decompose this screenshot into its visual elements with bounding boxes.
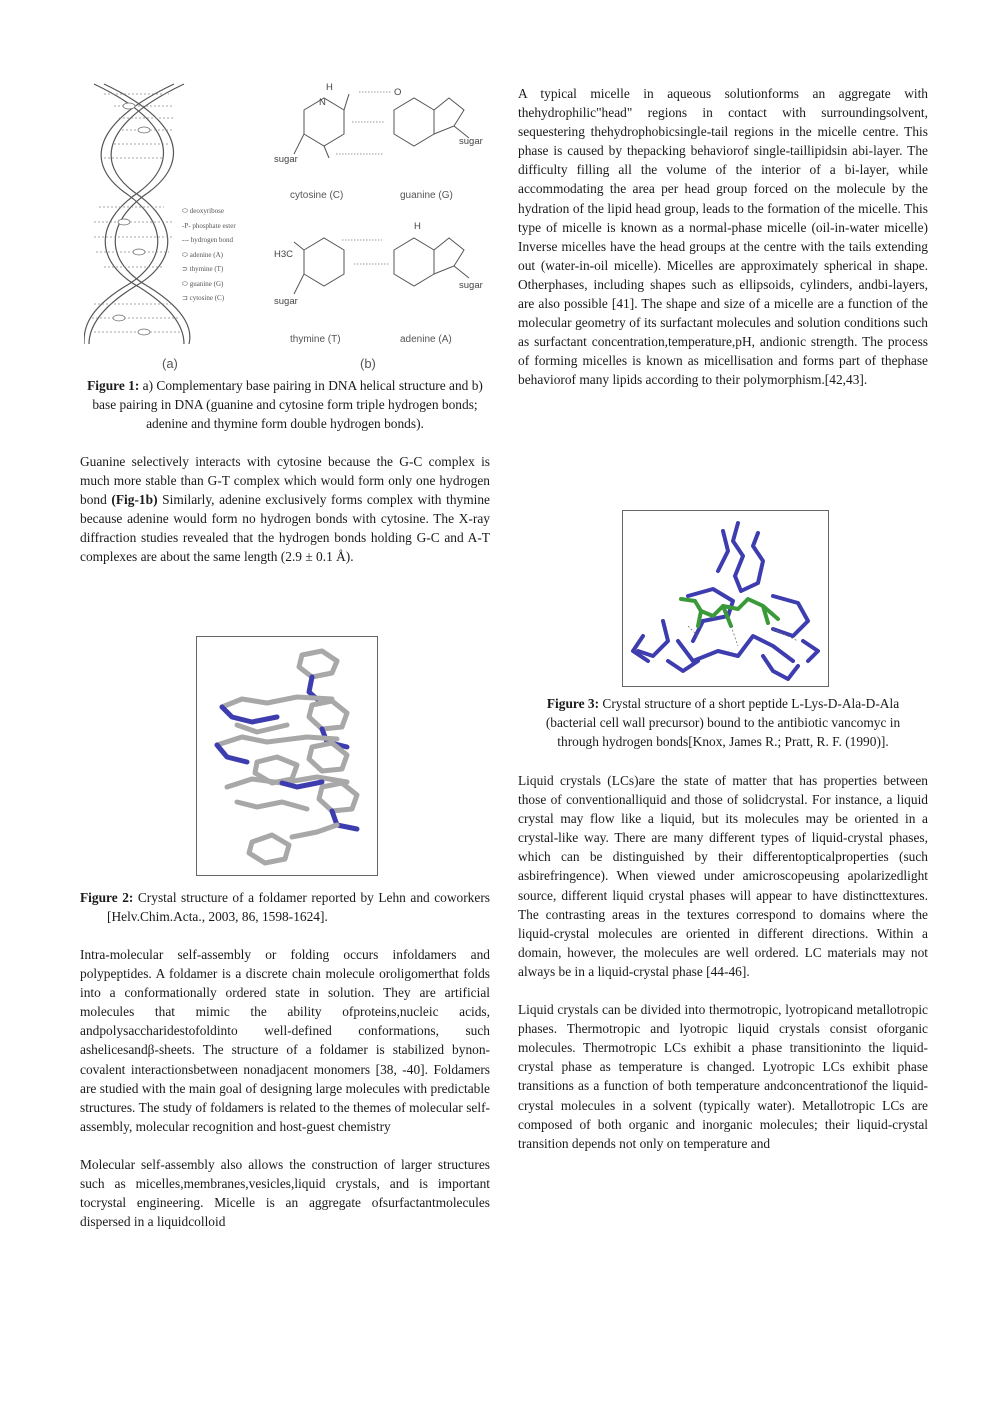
figure-1 bbox=[84, 82, 494, 377]
figure-reference: (Fig-1b) bbox=[111, 492, 158, 508]
cytosine-label: cytosine (C) bbox=[290, 190, 344, 201]
paragraph-lc-types: Liquid crystals can be divided into thermotropic, lyotropicand metallotropic phases. Thermotropic and lyotropic liquid crystals consist oforganic molecules. Thermotropic LCs exhibit a phase transitioninto the liquid-crystal phase as temperature is changed. Lyotropic LCs exhibit phase transitions as a function of both temperature andconcentrationof the liquid-crystal molecules in a solvent (typically water). Metallotropic LCs are composed of both organic and inorganic molecules; their liquid-crystal transition depends not only on temperature and bbox=[518, 1002, 928, 1151]
atom-label: sugar bbox=[459, 136, 483, 147]
left-column-lower bbox=[80, 888, 490, 1231]
caption-label: Figure 1: bbox=[87, 378, 140, 393]
atom-label: H bbox=[414, 221, 421, 232]
guanine-label: guanine (G) bbox=[400, 190, 453, 201]
caption-text: Crystal structure of a foldamer reported by Lehn and coworkers [Helv.Chim.Acta., 2003, 86, 1598-1624]. bbox=[107, 890, 490, 924]
paragraph-self-assembly: Molecular self-assembly also allows the construction of larger structures such as micelles,membranes,vesicles,liquid crystals, and is important tocrystal engineering. Micelle is an aggregate ofsurfactantmolecules dispersed in a liquidcolloid bbox=[80, 1156, 490, 1230]
legend-item: ⬭ deoxyribose bbox=[182, 207, 224, 215]
caption-label: Figure 3: bbox=[546, 696, 600, 711]
right-column-lower bbox=[518, 694, 928, 1153]
caption-text: Crystal structure of a short peptide L-Lys-D-Ala-D-Ala (bacterial cell wall precursor) bound to the antibiotic vancomyc in through hydrogen bonds[Knox, James R.; Pratt, R. F. (1990)]. bbox=[545, 696, 901, 749]
atom-label: O bbox=[394, 87, 402, 98]
legend-label: deoxyribose bbox=[189, 207, 224, 215]
dna-helix-illustration bbox=[84, 82, 194, 347]
legend-label: adenine (A) bbox=[189, 250, 223, 259]
atom-label: sugar bbox=[459, 280, 483, 291]
legend-label: thymine (T) bbox=[189, 265, 224, 273]
base-pair-structures bbox=[274, 82, 494, 332]
legend-label: hydrogen bond bbox=[190, 236, 233, 244]
adenine-label: adenine (A) bbox=[400, 334, 452, 345]
legend-label: phosphate ester bbox=[192, 221, 236, 230]
legend-item: ⊐ cytosine (C) bbox=[182, 294, 225, 302]
caption-label: Figure 2: bbox=[80, 890, 134, 905]
figure-1-caption bbox=[80, 376, 490, 433]
paragraph-text: Similarly, adenine exclusively forms complex with thymine because adenine would form no hydrogen bonds with cytosine. The X-ray diffraction studies revealed that the hydrogen bonds holding G-C and A-T complexes are about the same length (2.9 ± 0.1 Å). bbox=[80, 492, 490, 565]
paragraph-liquid-crystals: Liquid crystals (LCs)are the state of matter that has properties between those of conventionalliquid and those of solidcrystal. For instance, a liquid crystal may flow like a liquid, but its molecules may be oriented in a crystal-like way. There are many different types of liquid-crystal phases, which can be distinguished by their differentopticalproperties (such asbirefringence). When viewed under amicroscopeusing apolarizedlight source, different liquid crystal phases will appear to have distincttextures. The contrasting areas in the textures correspond to domains where the liquid-crystal molecules are oriented in different directions. Within a domain, however, the molecules are well ordered. LC materials may not always be in a liquid-crystal phase [44-46]. bbox=[518, 773, 928, 979]
figure-2-caption bbox=[80, 888, 490, 926]
figure-3-image bbox=[622, 510, 829, 687]
legend-label: cytosine (C) bbox=[189, 294, 225, 302]
atom-label: H bbox=[326, 82, 333, 93]
right-column bbox=[518, 84, 928, 390]
left-column bbox=[80, 376, 490, 567]
atom-label: sugar bbox=[274, 296, 298, 307]
legend-label: guanine (G) bbox=[189, 279, 224, 288]
caption-text: a) Complementary base pairing in DNA helical structure and b) base pairing in DNA (guanine and cytosine form triple hydrogen bonds; adenine and thymine form double hydrogen bonds). bbox=[92, 378, 483, 431]
legend-item: ⊃ thymine (T) bbox=[182, 265, 224, 273]
atom-label: N bbox=[319, 97, 326, 108]
atom-label: sugar bbox=[274, 154, 298, 165]
vancomycin-peptide-structure bbox=[623, 511, 828, 686]
atom-label: H3C bbox=[274, 249, 294, 260]
figure-2-image bbox=[196, 636, 378, 876]
legend-item bbox=[182, 219, 236, 234]
thymine-label: thymine (T) bbox=[290, 334, 341, 345]
legend-item: ⬭ adenine (A) bbox=[182, 250, 223, 259]
paragraph-micelles: A typical micelle in aqueous solutionforms an aggregate with thehydrophilic"head" regions in contact with surroundingsolvent, sequestering thehydrophobicsingle-tail regions in the micelle centre. This phase is caused by thepacking behaviorof single-taillipidsin abi-layer. The difficulty filling all the volume of the interior of a bi-layer, while accommodating the area per head group forced on the molecule by the hydration of the lipid head group, leads to the formation of the micelle. This type of micelle is known as a normal-phase micelle (oil-in-water micelle) Inverse micelles have the head groups at the centre with the tails extending out (water-in-oil micelle). Micelles are approximately spherical in shape. Otherphases, including shapes such as ellipsoids, cylinders, andbi-layers, are also possible [41]. The shape and size of a micelle are a function of the molecular geometry of its surfactant molecules and solution conditions such as surfactant concentration,temperature,pH, andionic strength. The process of forming micelles is known as micellisation and forms part of thephase behaviorof many lipids according to their polymorphism.[42,43]. bbox=[518, 86, 928, 388]
panel-a-label: (a) bbox=[162, 356, 178, 371]
legend-item: ⬭ guanine (G) bbox=[182, 279, 224, 288]
dna-legend bbox=[182, 204, 236, 306]
paragraph-text: Guanine selectively interacts with cytosine because the G-C complex is much more stable than G-T complex which would form only one hydrogen bond bbox=[80, 454, 490, 508]
foldamer-structure bbox=[197, 637, 377, 875]
paragraph-base-pairing bbox=[80, 452, 490, 567]
paragraph-foldamers: Intra-molecular self-assembly or folding occurs infoldamers and polypeptides. A foldamer is a discrete chain molecule oroligomerthat folds into a conformationally ordered state in solution. They are artificial molecules that mimic the ability ofproteins,nucleic acids, andpolysaccharidestofoldinto well-defined conformations, such ashelicesandβ-sheets. The structure of a foldamer is stabilized bynon-covalent interactionsbetween nonadjacent monomers [38, -40]. Foldamers are studied with the main goal of designing large molecules with predictable structures. The study of foldamers is related to the themes of molecular self-assembly, molecular recognition and host-guest chemistry bbox=[80, 947, 490, 1134]
legend-symbol: -P- bbox=[182, 221, 191, 230]
panel-b-label: (b) bbox=[360, 356, 376, 371]
figure-3-caption bbox=[518, 694, 928, 751]
legend-item: --- hydrogen bond bbox=[182, 236, 233, 244]
